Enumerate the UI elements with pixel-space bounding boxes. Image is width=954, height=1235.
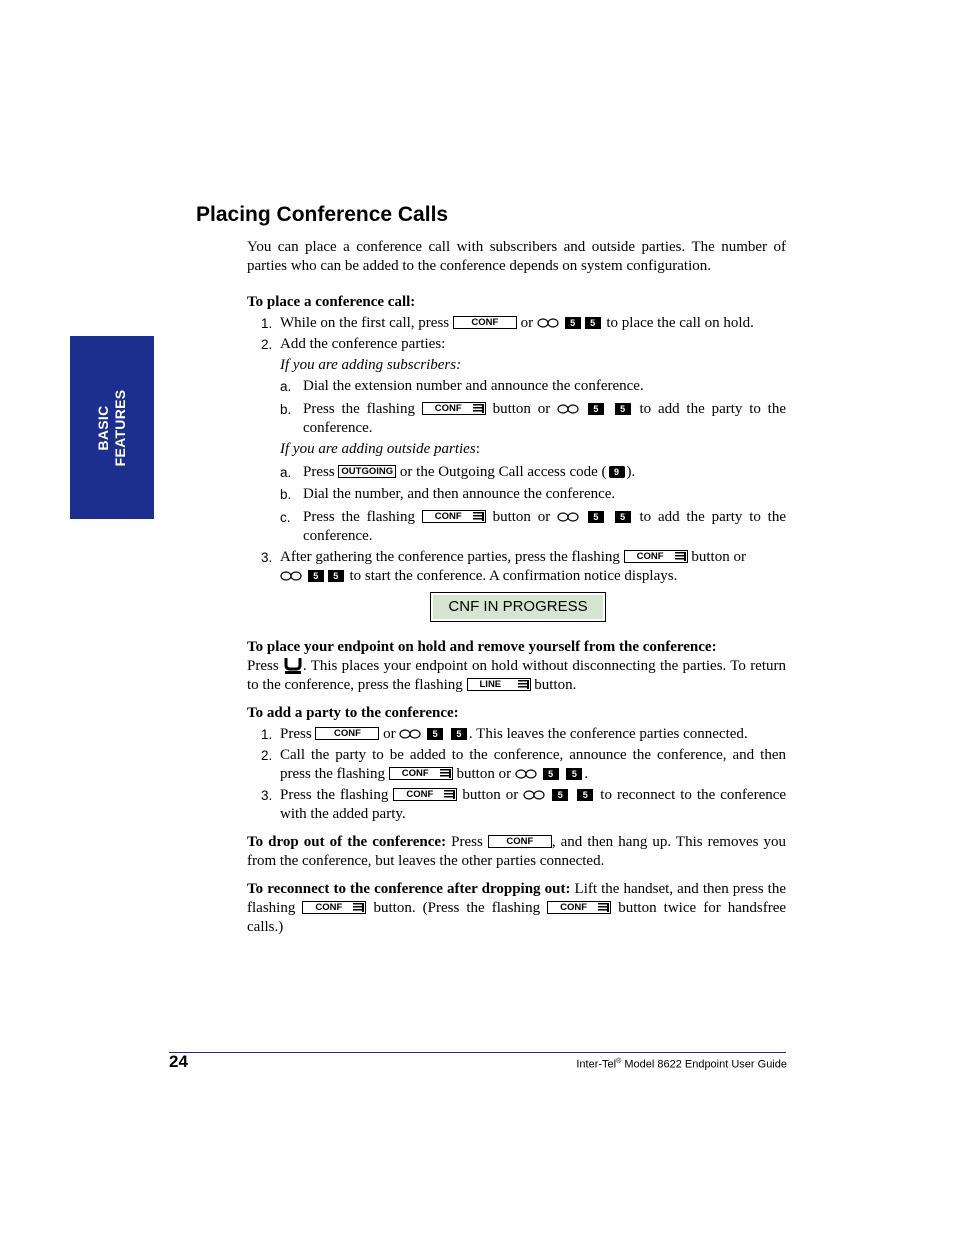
add-step-2: [247, 746, 786, 784]
reconnect-paragraph: To reconnect to the conference after dropping out: Lift the handset, and then press the flashing CONF button. (Press the flashing CONF button twice for handsfree calls.): [247, 881, 787, 935]
digit-key-icon: 5: [588, 403, 604, 415]
step-number: 1.: [261, 727, 273, 742]
outside-label: If you are adding outside parties:: [280, 441, 480, 457]
digit-key-icon: 5: [588, 511, 604, 523]
step-text: Dial the number, and then announce the conference.: [303, 486, 616, 502]
step-letter: c.: [280, 510, 291, 525]
step-text: Press the flashing: [303, 509, 415, 525]
main-content: [247, 238, 786, 937]
conf-flashing-key-icon: CONF: [389, 767, 453, 780]
step-text: button or: [691, 549, 746, 565]
display-preview: [430, 592, 606, 622]
digit-key-icon: 5: [427, 728, 443, 740]
digit-key-icon: 5: [543, 768, 559, 780]
step-text: Press: [303, 464, 335, 480]
feature-key-icon: [557, 512, 579, 522]
step-text: While on the first call, press: [280, 315, 450, 331]
digit-key-icon: 5: [577, 789, 593, 801]
step-text: or: [520, 315, 534, 331]
step-text: Add the conference parties:: [280, 336, 446, 352]
step-text: Press: [280, 726, 312, 742]
place-step-1: [247, 314, 786, 333]
place-step-2: [247, 335, 786, 354]
page-title: Placing Conference Calls: [196, 203, 449, 226]
feature-key-icon: [515, 769, 537, 779]
step-text: button or: [462, 787, 519, 803]
step-text: ).: [626, 464, 636, 480]
step-text: Call the party to be added to the conference, announce the conference, and then press the flashing: [280, 747, 786, 782]
drop-paragraph: To drop out of the conference: Press CONF , and then hang up. This removes you from the conference, but leaves the other parties connected.: [247, 834, 787, 869]
feature-key-icon: [537, 318, 559, 328]
digit-key-icon: 5: [566, 768, 582, 780]
step-letter: b.: [280, 487, 292, 502]
add-step-3: [247, 786, 786, 824]
digit-key-icon: 5: [328, 570, 344, 582]
digit-key-icon: 5: [615, 403, 631, 415]
digit-key-icon: 5: [565, 317, 581, 329]
digit-key-icon: 5: [451, 728, 467, 740]
conf-flashing-key-icon: CONF: [422, 510, 486, 523]
step-text: or: [383, 726, 396, 742]
conf-flashing-key-icon: CONF: [302, 901, 366, 914]
conf-key-icon: CONF: [488, 835, 552, 848]
display-text: CNF IN PROGRESS: [433, 595, 603, 619]
digit-key-icon: 5: [615, 511, 631, 523]
outside-step-b: [247, 485, 786, 504]
feature-key-icon: [557, 404, 579, 414]
conf-flashing-key-icon: CONF: [547, 901, 611, 914]
add-step-1: [247, 725, 786, 744]
subs-step-b: [247, 400, 786, 438]
step-text: to add the party to the conference.: [303, 401, 787, 436]
hold-key-icon: [283, 656, 303, 674]
place-step-3: [247, 548, 786, 586]
step-text: button or: [456, 766, 512, 782]
step-text: button or: [492, 509, 551, 525]
digit-key-icon: 5: [552, 789, 568, 801]
step-number: 3.: [261, 788, 273, 803]
step-text: to add the party to the conference.: [303, 509, 787, 544]
feature-key-icon: [280, 571, 302, 581]
section-tab-label: [95, 389, 129, 466]
footer-rule: [169, 1052, 786, 1053]
step-letter: b.: [280, 402, 292, 417]
tab-line-basic: BASIC: [95, 404, 111, 451]
conf-flashing-key-icon: CONF: [422, 402, 486, 415]
hold-paragraph: Press . This places your endpoint on hold without disconnecting the parties. To return to the conference, press the flashing LINE button.: [247, 657, 786, 695]
step-number: 2.: [261, 337, 273, 352]
step-text: to place the call on hold.: [606, 315, 754, 331]
step-text: .: [584, 766, 589, 782]
section-tab: [70, 336, 154, 519]
digit-key-icon: 9: [609, 466, 625, 478]
step-number: 1.: [261, 316, 273, 331]
step-letter: a.: [280, 379, 292, 394]
footer-guide-title: Inter-Tel® Model 8622 Endpoint User Guide: [576, 1058, 787, 1071]
feature-key-icon: [399, 729, 421, 739]
step-number: 3.: [261, 550, 273, 565]
add-heading: To add a party to the conference:: [247, 705, 459, 721]
step-text: or the Outgoing Call access code (: [399, 464, 607, 480]
subscribers-label: If you are adding subscribers:: [280, 357, 462, 373]
step-text: to start the conference. A confirmation notice displays.: [349, 568, 678, 584]
conf-key-icon: CONF: [453, 316, 517, 329]
step-letter: a.: [280, 465, 292, 480]
subs-step-a: [247, 377, 786, 396]
tab-line-features: FEATURES: [112, 389, 128, 466]
step-text: to reconnect to the conference with the added party.: [280, 787, 787, 822]
step-text: Dial the extension number and announce the conference.: [303, 378, 644, 394]
conf-flashing-key-icon: CONF: [393, 788, 457, 801]
conf-flashing-key-icon: CONF: [624, 550, 688, 563]
line-flashing-key-icon: LINE: [467, 678, 531, 691]
step-text: . This leaves the conference parties connected.: [468, 726, 748, 742]
step-number: 2.: [261, 748, 273, 763]
page-number: 24: [169, 1052, 188, 1071]
outgoing-key-icon: OUTGOING: [338, 465, 396, 478]
outside-step-a: [247, 463, 786, 482]
step-text: Press the flashing: [303, 401, 415, 417]
intro-paragraph: You can place a conference call with subscribers and outside parties. The number of parties who can be added to the conference depends on system configuration.: [247, 239, 786, 274]
digit-key-icon: 5: [585, 317, 601, 329]
digit-key-icon: 5: [308, 570, 324, 582]
step-text: Press the flashing: [280, 787, 389, 803]
outside-step-c: [247, 508, 786, 546]
step-text: After gathering the conference parties, press the flashing: [280, 549, 620, 565]
step-text: button or: [492, 401, 551, 417]
hold-heading: To place your endpoint on hold and remove yourself from the conference:: [247, 639, 717, 655]
conf-key-icon: CONF: [315, 727, 379, 740]
place-heading: To place a conference call:: [247, 294, 416, 310]
feature-key-icon: [523, 790, 545, 800]
